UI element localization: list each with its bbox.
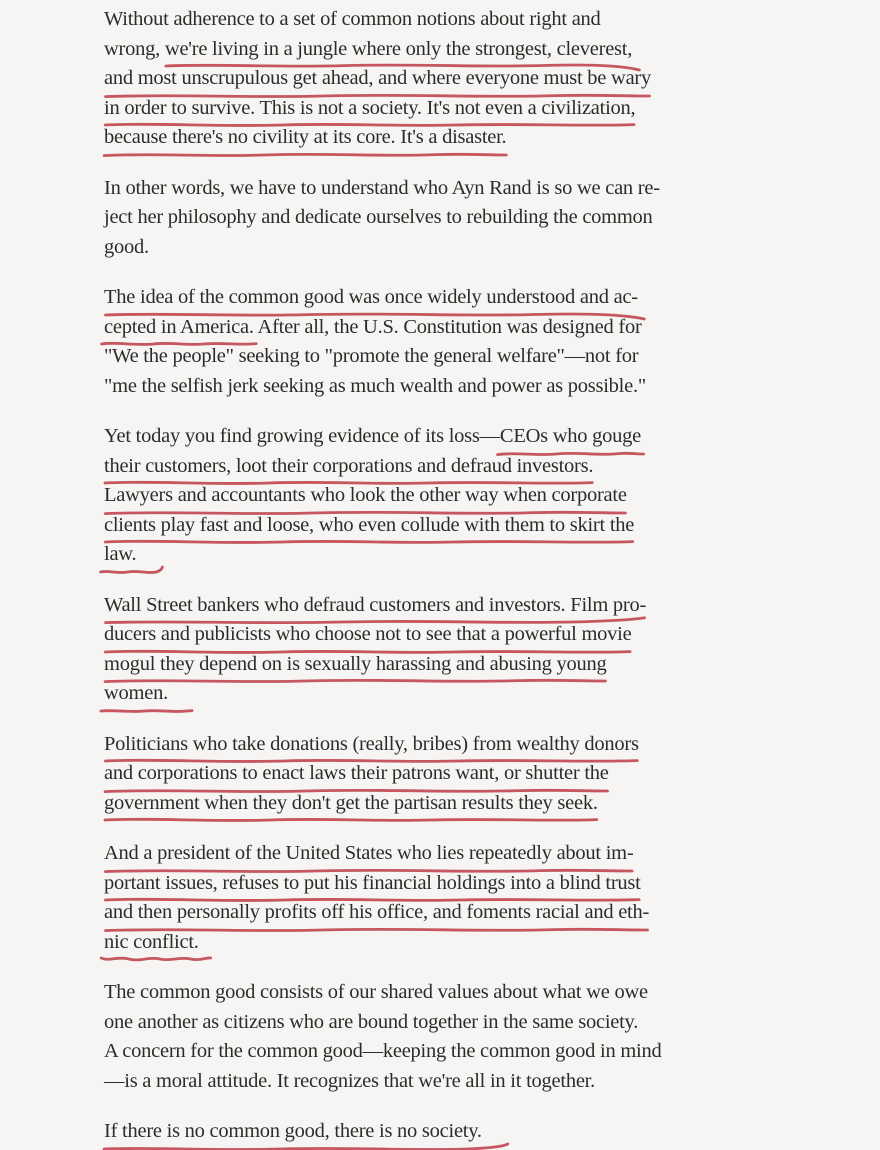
underlined-text-segment <box>104 481 627 511</box>
underlined-text-segment <box>104 540 136 570</box>
text-segment: and corporations to enact laws their patrons want, or shutter the <box>104 762 609 784</box>
text-segment: ducers and publicists who choose not to see that a powerful movie <box>104 623 632 645</box>
text-segment: government when they don't get the partisan results they seek. <box>104 791 598 814</box>
text-line <box>104 35 764 65</box>
text-line <box>104 511 764 541</box>
text-line <box>104 233 764 263</box>
paragraph <box>104 422 764 570</box>
text-line <box>104 759 764 789</box>
text-line <box>104 422 764 452</box>
text-segment: The common good consists of our shared values about what we owe <box>104 981 648 1003</box>
paragraph <box>104 730 764 819</box>
paragraph <box>104 978 764 1096</box>
underlined-text-segment <box>104 511 634 541</box>
underlined-text-segment <box>104 1117 482 1147</box>
underlined-text-segment <box>104 898 649 928</box>
hand-drawn-underline <box>100 566 162 578</box>
text-line <box>104 789 764 819</box>
text-segment: clients play fast and loose, who even collude with them to skirt the <box>104 513 635 536</box>
text-line <box>104 898 764 928</box>
text-segment: women. <box>104 682 168 704</box>
underlined-text-segment <box>104 759 609 789</box>
paragraph <box>104 174 764 263</box>
text-segment: mogul they depend on is sexually harassing and abusing young <box>104 652 607 675</box>
text-line <box>104 839 764 869</box>
text-line <box>104 620 764 650</box>
underlined-text-segment <box>104 64 651 94</box>
text-segment: and then personally profits off his office, and foments racial and eth- <box>104 901 650 923</box>
text-segment: "We the people" seeking to "promote the general welfare"—not for <box>104 345 639 367</box>
paragraph <box>104 1117 764 1147</box>
text-line <box>104 869 764 899</box>
text-segment: law. <box>104 543 137 565</box>
text-line <box>104 203 764 233</box>
text-segment: After all, the U.S. Constitution was designed for <box>253 315 642 338</box>
text-segment: Yet today you find growing evidence of its loss— <box>104 425 500 447</box>
text-segment: cepted in America. <box>104 315 254 338</box>
hand-drawn-underline <box>100 1143 508 1150</box>
text-line <box>104 540 764 570</box>
text-segment: ject her philosophy and dedicate ourselves to rebuilding the common <box>104 206 653 228</box>
underlined-text-segment <box>104 869 641 899</box>
underlined-text-segment <box>165 35 632 65</box>
text-line <box>104 679 764 709</box>
underlined-text-segment <box>104 730 639 760</box>
text-line <box>104 342 764 372</box>
text-segment: their customers, loot their corporations and defraud investors. <box>104 454 594 477</box>
text-line <box>104 650 764 680</box>
underlined-text-segment <box>104 839 633 869</box>
text-segment: —is a moral attitude. It recognizes that we're all in it together. <box>104 1069 595 1092</box>
text-segment: In other words, we have to understand who Ayn Rand is so we can re- <box>104 176 660 199</box>
book-page-text <box>104 5 764 1150</box>
text-line <box>104 481 764 511</box>
text-line <box>104 123 764 153</box>
underlined-text-segment <box>104 283 638 313</box>
text-line <box>104 1117 764 1147</box>
text-segment: we're living in a jungle where only the strongest, cleverest, <box>164 37 633 60</box>
text-segment: Politicians who take donations (really, bribes) from wealthy donors <box>104 732 639 755</box>
text-line <box>104 313 764 343</box>
text-line <box>104 174 764 204</box>
underlined-text-segment <box>104 679 168 709</box>
text-segment: wrong, <box>104 37 165 60</box>
paragraph <box>104 591 764 709</box>
hand-drawn-underline <box>100 953 211 965</box>
underlined-text-segment <box>104 452 593 482</box>
underlined-text-segment <box>104 94 635 124</box>
text-line <box>104 64 764 94</box>
text-segment: Without adherence to a set of common notions about right and <box>104 8 601 30</box>
text-line <box>104 1037 764 1067</box>
text-segment: "me the selfish jerk seeking as much wealth and power as possible." <box>104 374 646 397</box>
text-segment: Wall Street bankers who defraud customers and investors. Film pro- <box>104 593 647 616</box>
underlined-text-segment <box>104 591 646 621</box>
text-segment: Lawyers and accountants who look the other way when corporate <box>104 484 627 506</box>
text-line <box>104 928 764 958</box>
hand-drawn-underline <box>100 705 192 717</box>
text-segment: A concern for the common good—keeping the common good in mind <box>104 1040 662 1062</box>
text-line <box>104 94 764 124</box>
hand-drawn-underline <box>100 149 510 161</box>
text-line <box>104 372 764 402</box>
underlined-text-segment <box>104 928 199 958</box>
text-segment: And a president of the United States who lies repeatedly about im- <box>104 842 634 864</box>
hand-drawn-underline <box>100 814 602 826</box>
text-segment: and most unscrupulous get ahead, and where everyone must be wary <box>104 67 652 89</box>
text-line <box>104 283 764 313</box>
text-line <box>104 591 764 621</box>
paragraph <box>104 839 764 957</box>
text-segment: The idea of the common good was once widely understood and ac- <box>104 286 638 308</box>
underlined-text-segment <box>104 313 254 343</box>
text-line <box>104 1067 764 1097</box>
text-segment: good. <box>104 235 149 258</box>
text-line <box>104 1008 764 1038</box>
underlined-text-segment <box>104 650 607 680</box>
text-segment: in order to survive. This is not a society. It's not even a civilization, <box>104 96 636 119</box>
text-segment: one another as citizens who are bound together in the same society. <box>104 1010 639 1033</box>
underlined-text-segment <box>500 422 641 452</box>
underlined-text-segment <box>104 620 631 650</box>
text-segment: CEOs who gouge <box>499 425 642 447</box>
paragraph <box>104 283 764 401</box>
text-segment: nic conflict. <box>104 930 199 953</box>
text-segment: portant issues, refuses to put his financial holdings into a blind trust <box>104 871 641 894</box>
text-line <box>104 978 764 1008</box>
paragraph <box>104 5 764 153</box>
underlined-text-segment <box>104 789 598 819</box>
text-segment: because there's no civility at its core. It's a disaster. <box>104 126 507 148</box>
text-line <box>104 730 764 760</box>
text-line <box>104 452 764 482</box>
text-line <box>104 5 764 35</box>
underlined-text-segment <box>104 123 506 153</box>
text-segment: If there is no common good, there is no society. <box>104 1120 482 1142</box>
